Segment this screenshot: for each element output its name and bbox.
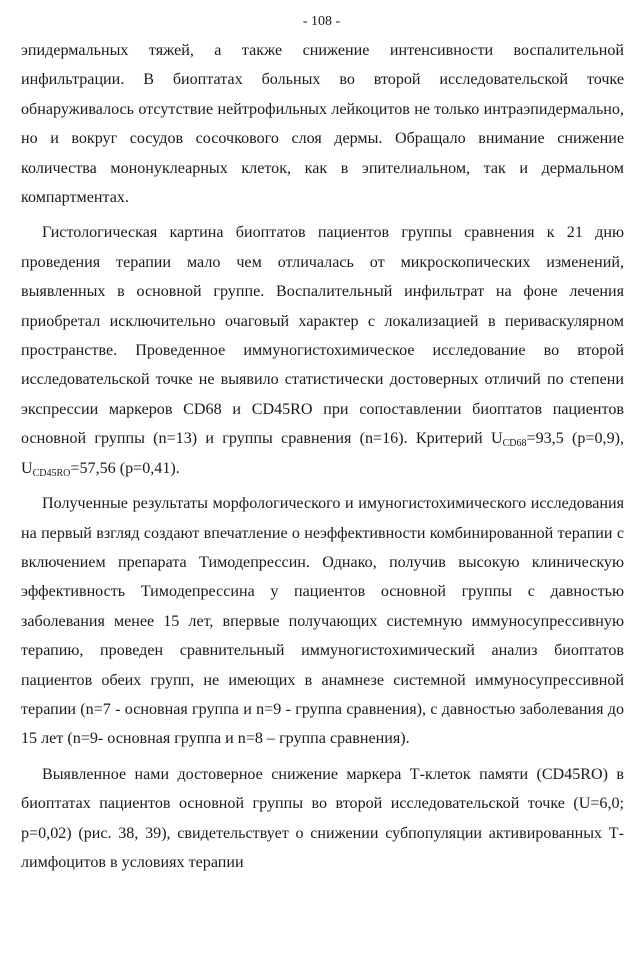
paragraph-3: Полученные результаты морфологического и имуногистохимического исследования на первый взгляд создают впечатление о неэффективности комбинированной терапии с включением препарата Тимодепрессин. Однако, получив высокую клиническую эффективность Тимодепрессина у пациентов основной группы с давностью заболевания менее 15 лет, впервые получающих системную иммуносупрессивную терапию, проведен сравнительный иммуногистохимический анализ биоптатов пациентов обеих групп, не имеющих в анамнезе системной иммуносупрессивной терапии (n=7 - основная группа и n=9 - группа сравнения), с давностью заболевания до 15 лет (n=9- основная группа и n=8 – группа сравнения). <box>21 495 624 748</box>
paragraph-2 <box>21 218 624 483</box>
paragraph-2-text: Гистологическая картина биоптатов пациентов группы сравнения к 21 дню проведения терапии мало чем отличалась от микроскопических изменений, выявленных в основной группе. Воспалительный инфильтрат на фоне лечения приобретал исключительно очаговый характер с локализацией в периваскулярном пространстве. Проведенное иммуногистохимическое исследование во второй исследовательской точке не выявило статистически достоверных отличий по степени экспрессии маркеров CD68 и CD45RO при сопоставлении биоптатов пациентов основной группы (n=13) и группы сравнения (n=16). Критерий U <box>21 224 624 448</box>
document-body <box>21 36 624 883</box>
subscript-cd45ro: CD45RO <box>32 467 71 479</box>
page-number: - 108 - <box>302 14 341 29</box>
paragraph-2-mid: =93,5 (p=0,9), U <box>21 430 625 477</box>
paragraph-1: эпидермальных тяжей, а также снижение интенсивности воспалительной инфильтрации. В биоптатах больных во второй исследовательской точке обнаруживалось отсутствие нейтрофильных лейкоцитов не только интраэпидермально, но и вокруг сосудов сосочкового слоя дермы. Обращало внимание снижение количества мононуклеарных клеток, как в эпителиальном, так и дермальном компартментах. <box>21 42 624 207</box>
subscript-cd68: CD68 <box>502 438 527 450</box>
paragraph-4: Выявленное нами достоверное снижение маркера Т-клеток памяти (CD45RO) в биоптатах пациентов основной группы во второй исследовательской точке (U=6,0; p=0,02) (рис. 38, 39), свидетельствует о снижении субпопуляции активированных Т-лимфоцитов в условиях терапии <box>21 765 624 871</box>
paragraph-2-end: =57,56 (p=0,41). <box>70 459 180 477</box>
